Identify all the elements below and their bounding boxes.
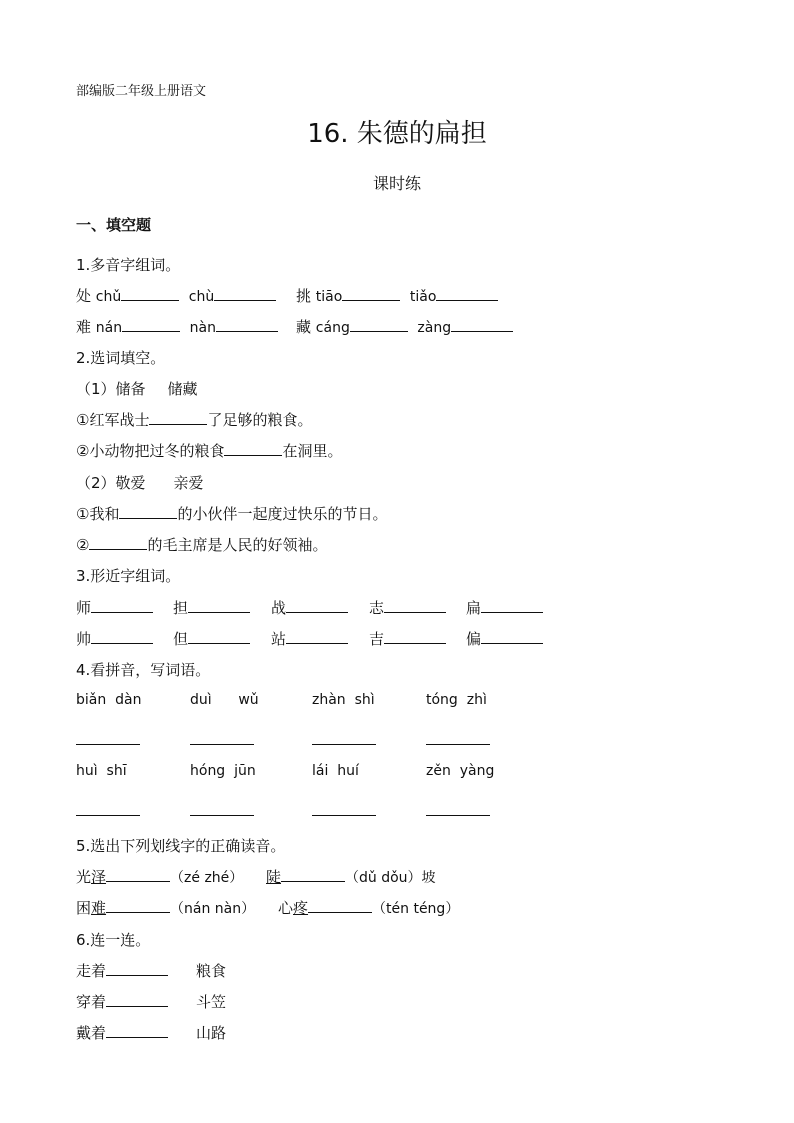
answer-blank[interactable] xyxy=(122,317,180,332)
answer-blank[interactable] xyxy=(76,730,140,749)
q2-sentence-4: ② 的毛主席是人民的好领袖。 xyxy=(76,536,328,554)
q3-item: 担 xyxy=(173,597,250,618)
answer-blank[interactable] xyxy=(216,317,278,332)
q4-title: 4.看拼音，写词语。 xyxy=(76,661,211,679)
q1-item-cang: 藏 cáng zàng xyxy=(296,316,513,337)
q6-left-item: 走着 xyxy=(76,960,168,981)
q3-item: 偏 xyxy=(466,628,543,649)
answer-blank[interactable] xyxy=(481,629,543,644)
answer-blank[interactable] xyxy=(119,504,177,519)
answer-blank[interactable] xyxy=(190,730,254,749)
answer-blank[interactable] xyxy=(76,801,140,820)
answer-blank[interactable] xyxy=(106,898,170,913)
q4-pinyin: tóng zhì xyxy=(426,692,487,708)
answer-blank[interactable] xyxy=(350,317,408,332)
q3-item: 扁 xyxy=(466,597,543,618)
answer-blank[interactable] xyxy=(436,286,498,301)
q3-title: 3.形近字组词。 xyxy=(76,567,181,585)
q2-sentence-1: ①红军战士 了足够的粮食。 xyxy=(76,411,313,429)
q1-item-tiao: 挑 tiāo tiǎo xyxy=(296,285,498,306)
answer-blank[interactable] xyxy=(308,898,372,913)
answer-blank[interactable] xyxy=(106,1023,168,1038)
q6-right-item[interactable]: 粮食 xyxy=(196,962,227,980)
answer-blank[interactable] xyxy=(89,535,147,550)
answer-blank[interactable] xyxy=(188,629,250,644)
q2-group2-options: （2）敬爱 亲爱 xyxy=(76,474,204,492)
q1-title: 1.多音字组词。 xyxy=(76,256,181,274)
answer-blank[interactable] xyxy=(426,730,490,749)
q4-pinyin: huì shī xyxy=(76,763,127,779)
q2-group1-options: （1）储备 储藏 xyxy=(76,380,198,398)
q1-item-nan: 难 nán nàn xyxy=(76,316,278,337)
answer-blank[interactable] xyxy=(121,286,179,301)
q5-item-2: 陡 （dǔ dǒu）坡 xyxy=(266,868,436,886)
q2-sentence-3: ①我和 的小伙伴一起度过快乐的节日。 xyxy=(76,505,388,523)
q3-item: 战 xyxy=(271,597,348,618)
answer-blank[interactable] xyxy=(188,598,250,613)
section-heading: 一、填空题 xyxy=(76,216,152,234)
page-title: 16. 朱德的扁担 xyxy=(307,119,487,149)
q5-item-3: 困难 （nán nàn） xyxy=(76,899,256,917)
answer-blank[interactable] xyxy=(342,286,400,301)
q6-right-item[interactable]: 山路 xyxy=(196,1024,227,1042)
edition-label: 部编版二年级上册语文 xyxy=(76,84,207,99)
q4-pinyin: duì wǔ xyxy=(190,692,259,708)
q5-item-1: 光泽 （zé zhé） xyxy=(76,868,244,886)
q6-left-item: 穿着 xyxy=(76,991,168,1012)
answer-blank[interactable] xyxy=(286,629,348,644)
q6-right-item[interactable]: 斗笠 xyxy=(196,993,227,1011)
answer-blank[interactable] xyxy=(214,286,276,301)
q2-sentence-2: ②小动物把过冬的粮食 在洞里。 xyxy=(76,442,343,460)
answer-blank[interactable] xyxy=(91,629,153,644)
q3-item: 帅 xyxy=(76,628,153,649)
answer-blank[interactable] xyxy=(91,598,153,613)
answer-blank[interactable] xyxy=(149,410,207,425)
q4-pinyin: lái huí xyxy=(312,763,359,779)
q4-pinyin: zěn yàng xyxy=(426,763,495,779)
q2-title: 2.选词填空。 xyxy=(76,349,166,367)
answer-blank[interactable] xyxy=(224,441,282,456)
q5-title: 5.选出下列划线字的正确读音。 xyxy=(76,837,286,855)
answer-blank[interactable] xyxy=(384,629,446,644)
q3-item: 吉 xyxy=(369,628,446,649)
answer-blank[interactable] xyxy=(451,317,513,332)
q3-item: 但 xyxy=(173,628,250,649)
q1-item-chu: 处 chǔ chù xyxy=(76,285,276,306)
q3-item: 志 xyxy=(369,597,446,618)
q4-pinyin: zhàn shì xyxy=(312,692,375,708)
answer-blank[interactable] xyxy=(281,867,345,882)
q3-item: 师 xyxy=(76,597,153,618)
q4-pinyin: biǎn dàn xyxy=(76,692,142,708)
answer-blank[interactable] xyxy=(190,801,254,820)
q6-title: 6.连一连。 xyxy=(76,931,151,949)
q6-left-item: 戴着 xyxy=(76,1022,168,1043)
answer-blank[interactable] xyxy=(312,730,376,749)
answer-blank[interactable] xyxy=(481,598,543,613)
answer-blank[interactable] xyxy=(384,598,446,613)
answer-blank[interactable] xyxy=(286,598,348,613)
page-subtitle: 课时练 xyxy=(372,174,421,193)
answer-blank[interactable] xyxy=(106,961,168,976)
q4-pinyin: hóng jūn xyxy=(190,763,256,779)
answer-blank[interactable] xyxy=(426,801,490,820)
q3-item: 站 xyxy=(271,628,348,649)
answer-blank[interactable] xyxy=(312,801,376,820)
answer-blank[interactable] xyxy=(106,992,168,1007)
answer-blank[interactable] xyxy=(106,867,170,882)
q5-item-4: 心疼 （tén téng） xyxy=(278,899,460,917)
